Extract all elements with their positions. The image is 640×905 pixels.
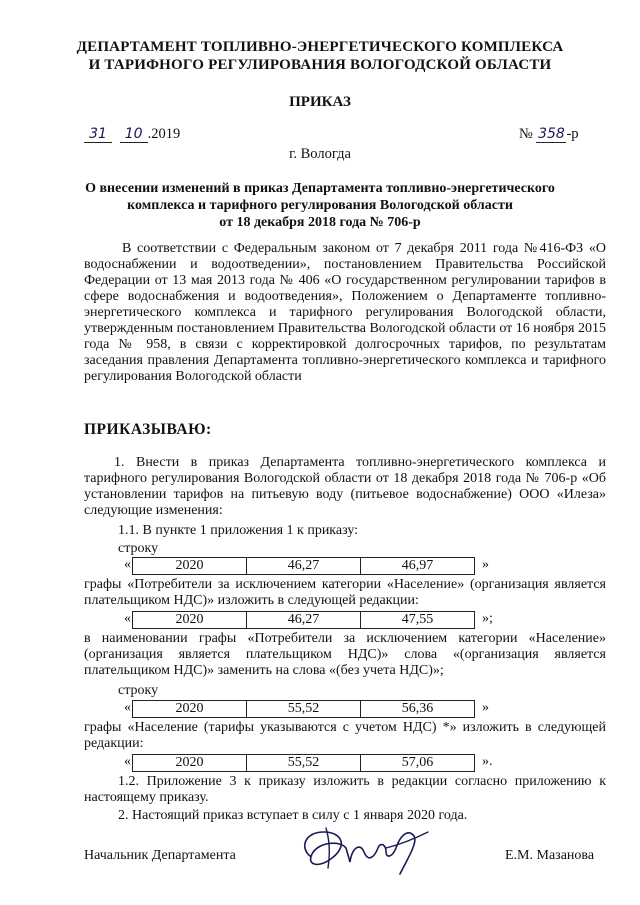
row-c-open-quote: « xyxy=(124,700,131,715)
row-c-value-1: 55,52 xyxy=(247,701,361,718)
order-number xyxy=(519,126,579,143)
row-d-close-quote: ». xyxy=(482,754,493,769)
signer-position: Начальник Департамента xyxy=(84,848,236,863)
preamble xyxy=(84,241,606,385)
text-a xyxy=(84,577,606,609)
tariff-row-c xyxy=(132,700,475,718)
item-1-2-text: 1.2. Приложение 3 к приказу изложить в редакции согласно приложению к настоящему приказу. xyxy=(84,774,606,805)
tariff-row-a xyxy=(132,557,475,575)
row-c-value-2: 56,36 xyxy=(361,701,475,718)
order-word: ПРИКАЗЫВАЮ: xyxy=(84,421,212,438)
row-a-open-quote: « xyxy=(124,557,131,572)
subject-line-2: комплекса и тарифного регулирования Вологодской области xyxy=(127,198,513,213)
date-day: 31 xyxy=(84,126,112,143)
row-d-year: 2020 xyxy=(133,755,247,772)
row-b-value-2: 47,55 xyxy=(361,612,475,629)
text-a-body: графы «Потребители за исключением категории «Население» (организация является плательщиком НДС)» изложить в следующей редакции: xyxy=(84,577,606,608)
item-1 xyxy=(84,455,606,519)
row-b-year: 2020 xyxy=(133,612,247,629)
text-c xyxy=(84,720,606,752)
stroku-label-1: строку xyxy=(118,541,159,556)
tariff-row-d xyxy=(132,754,475,772)
row-a-value-2: 46,97 xyxy=(361,558,475,575)
handwritten-signature xyxy=(290,818,440,880)
number-value: 358 xyxy=(538,126,565,142)
row-d-open-quote: « xyxy=(124,754,131,769)
subject-line-1: О внесении изменений в приказ Департамента топливно-энергетического xyxy=(85,181,555,196)
row-a-year: 2020 xyxy=(133,558,247,575)
department-name xyxy=(0,38,640,74)
tariff-row-b xyxy=(132,611,475,629)
doc-type: ПРИКАЗ xyxy=(289,94,351,110)
item-1-1: 1.1. В пункте 1 приложения 1 к приказу: xyxy=(118,523,359,538)
number-suffix: -р xyxy=(566,126,579,142)
stroku-label-2: строку xyxy=(118,683,159,698)
text-b-body: в наименовании графы «Потребители за исключением категории «Население» (организация является плательщиком НДС)» слова «(организация является плательщиком НДС)» заменить на слова «(без учета НДС)»; xyxy=(84,631,606,678)
row-b-value-1: 46,27 xyxy=(247,612,361,629)
text-c-body: графы «Население (тарифы указываются с учетом НДС) *» изложить в следующей редакции: xyxy=(84,720,606,751)
date-month: 10 xyxy=(120,126,148,143)
preamble-text: В соответствии с Федеральным законом от 7 декабря 2011 года №416-ФЗ «О водоснабжении и водоотведении», постановлением Правительства Российской Федерации от 13 мая 2013 года № 406 «О государственном регулировании тарифов в сфере водоснабжения и водоотведения», Положением о Департаменте топливно-энергетического комплекса и тарифного регулирования Вологодской области, утвержденным постановлением Правительства Вологодской области от 16 ноября 2015 года № 958, в связи с корректировкой долгосрочных тарифов, по результатам заседания правления Департамента топливно-энергетического комплекса и тарифного регулирования Вологодской области xyxy=(84,241,606,384)
city: г. Вологда xyxy=(289,146,351,162)
row-d-value-1: 55,52 xyxy=(247,755,361,772)
row-c-year: 2020 xyxy=(133,701,247,718)
item-1-text: 1. Внести в приказ Департамента топливно-энергетического комплекса и тарифного регулирования Вологодской области от 18 декабря 2018 года № 706-р «Об установлении тарифов на питьевую воду (питьевое водоснабжение) ООО «Илеза» следующие изменения: xyxy=(84,455,606,518)
dept-line-2: И ТАРИФНОГО РЕГУЛИРОВАНИЯ ВОЛОГОДСКОЙ ОБЛАСТИ xyxy=(88,57,552,73)
row-b-close-quote: »; xyxy=(482,611,493,626)
signer-name: Е.М. Мазанова xyxy=(505,848,595,863)
item-2-text: 2. Настоящий приказ вступает в силу с 1 января 2020 года. xyxy=(118,808,468,823)
order-date xyxy=(84,126,180,143)
row-d-value-2: 57,06 xyxy=(361,755,475,772)
date-year: .2019 xyxy=(147,126,181,142)
item-1-2 xyxy=(84,774,606,806)
row-c-close-quote: » xyxy=(482,700,489,715)
text-b xyxy=(84,631,606,679)
row-a-close-quote: » xyxy=(482,557,489,572)
dept-line-1: ДЕПАРТАМЕНТ ТОПЛИВНО-ЭНЕРГЕТИЧЕСКОГО КОМПЛЕКСА xyxy=(76,39,564,55)
subject-line-3: от 18 декабря 2018 года № 706-р xyxy=(219,215,421,230)
number-prefix: № xyxy=(519,126,533,142)
row-a-value-1: 46,27 xyxy=(247,558,361,575)
row-b-open-quote: « xyxy=(124,611,131,626)
order-subject xyxy=(60,180,580,231)
